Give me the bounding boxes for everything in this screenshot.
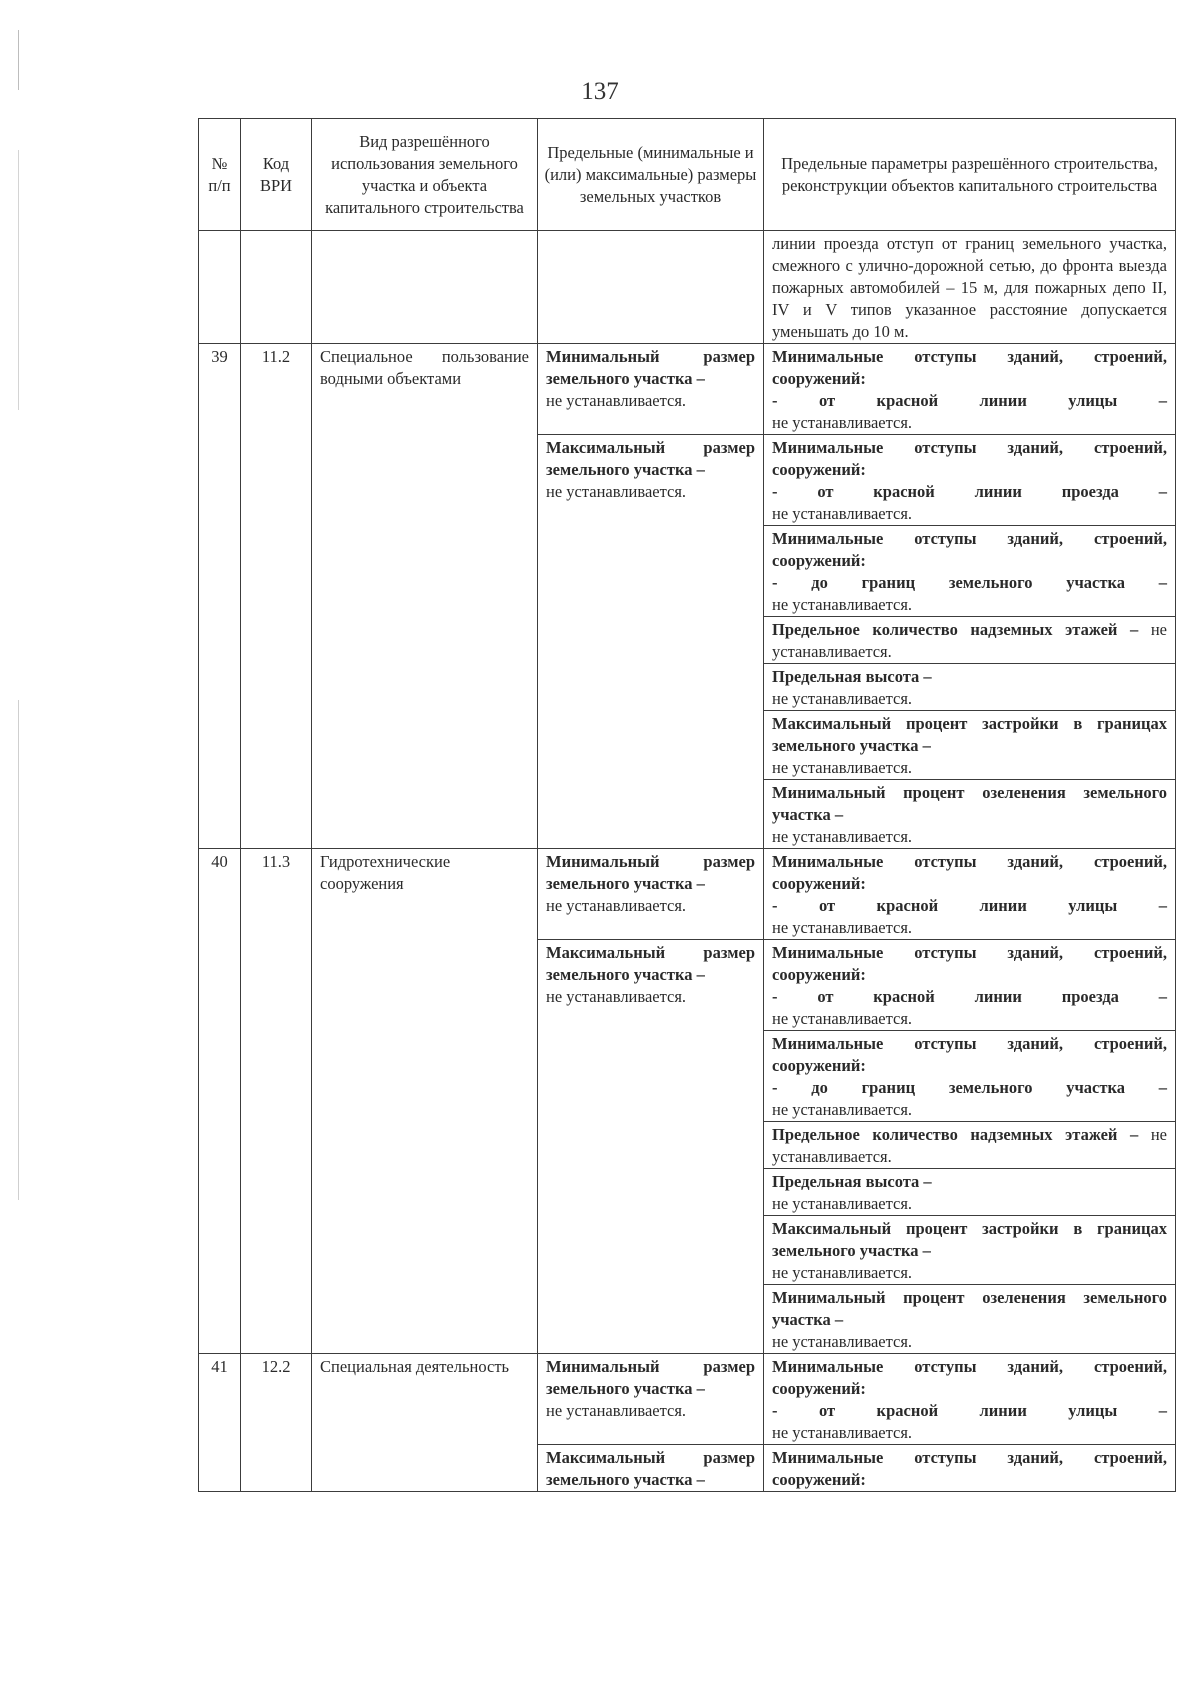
green-pct-value: не устанавливается.	[772, 827, 913, 846]
setback-drive: - от красной линии проезда –	[772, 482, 1167, 501]
row-code: 12.2	[241, 1354, 312, 1492]
setback-label: Минимальные отступы зданий, строений, сооружений:	[772, 438, 1167, 479]
green-pct-cell	[764, 1285, 1176, 1354]
floors-value: не устанавливается.	[772, 1125, 1167, 1166]
min-size-label: Минимальный размер земельного участка –	[546, 347, 755, 388]
min-size-value: не устанавливается.	[546, 896, 687, 915]
max-size-value: не устанавливается.	[546, 482, 687, 501]
min-size-cell	[538, 1354, 764, 1445]
row-vri-name: Специальное пользование водными объектами	[312, 344, 538, 849]
table-row	[199, 1354, 1176, 1445]
green-pct-label: Минимальный процент озеленения земельного участка –	[772, 783, 1167, 824]
row-vri-name: Гидротехнические сооружения	[312, 849, 538, 1354]
floors-label: Предельное количество надземных этажей –	[772, 620, 1139, 639]
header-code: Код ВРИ	[241, 119, 312, 231]
min-size-cell	[538, 344, 764, 435]
setback-street-cell	[764, 344, 1176, 435]
regulations-table	[198, 118, 1176, 1492]
header-params: Предельные параметры разрешённого строительства, реконструкции объектов капитального строительства	[764, 119, 1176, 231]
cell-empty	[199, 231, 241, 344]
build-pct-label: Максимальный процент застройки в границах земельного участка –	[772, 714, 1167, 755]
setback-border: - до границ земельного участка –	[772, 1078, 1167, 1097]
height-cell	[764, 1169, 1176, 1216]
setback-value: не устанавливается.	[772, 1423, 913, 1442]
max-size-label: Максимальный размер земельного участка –	[546, 438, 755, 479]
setback-drive: - от красной линии проезда –	[772, 987, 1167, 1006]
setback-value: не устанавливается.	[772, 1100, 913, 1119]
setback-street-cell	[764, 1354, 1176, 1445]
floors-value: не устанавливается.	[772, 620, 1167, 661]
setback-value: не устанавливается.	[772, 1009, 913, 1028]
table-header-row	[199, 119, 1176, 231]
setback-street: - от красной линии улицы –	[772, 391, 1167, 410]
setback-value: не устанавливается.	[772, 595, 913, 614]
max-size-label: Максимальный размер земельного участка –	[546, 1448, 755, 1489]
page-number: 137	[581, 78, 619, 105]
max-size-value: не устанавливается.	[546, 987, 687, 1006]
max-size-cell	[538, 940, 764, 1354]
setback-value: не устанавливается.	[772, 918, 913, 937]
min-size-cell	[538, 849, 764, 940]
header-vri: Вид разрешённого использования земельного участка и объекта капитального строительства	[312, 119, 538, 231]
row-number: 40	[199, 849, 241, 1354]
setback-value: не устанавливается.	[772, 413, 913, 432]
setback-label: Минимальные отступы зданий, строений, сооружений:	[772, 1034, 1167, 1075]
cell-empty	[312, 231, 538, 344]
setback-label: Минимальные отступы зданий, строений, сооружений:	[772, 347, 1167, 388]
build-pct-label: Максимальный процент застройки в границах земельного участка –	[772, 1219, 1167, 1260]
max-size-label: Максимальный размер земельного участка –	[546, 943, 755, 984]
height-value: не устанавливается.	[772, 689, 913, 708]
setback-label: Минимальные отступы зданий, строений, сооружений:	[772, 1357, 1167, 1398]
setback-drive-cell	[764, 940, 1176, 1031]
setback-label: Минимальные отступы зданий, строений, сооружений:	[772, 1448, 1167, 1489]
height-value: не устанавливается.	[772, 1194, 913, 1213]
build-pct-value: не устанавливается.	[772, 758, 913, 777]
setback-street: - от красной линии улицы –	[772, 896, 1167, 915]
setback-label: Минимальные отступы зданий, строений, сооружений:	[772, 529, 1167, 570]
table-row	[199, 344, 1176, 435]
setback-border-cell	[764, 526, 1176, 617]
build-pct-cell	[764, 711, 1176, 780]
setback-label: Минимальные отступы зданий, строений, сооружений:	[772, 852, 1167, 893]
setback-street: - от красной линии улицы –	[772, 1401, 1167, 1420]
setback-value: не устанавливается.	[772, 504, 913, 523]
green-pct-cell	[764, 780, 1176, 849]
build-pct-cell	[764, 1216, 1176, 1285]
height-label: Предельная высота –	[772, 667, 932, 686]
min-size-label: Минимальный размер земельного участка –	[546, 852, 755, 893]
setback-border-cell	[764, 1031, 1176, 1122]
setback-label: Минимальные отступы зданий, строений, сооружений:	[772, 943, 1167, 984]
cell-empty	[241, 231, 312, 344]
green-pct-label: Минимальный процент озеленения земельного участка –	[772, 1288, 1167, 1329]
header-num: № п/п	[199, 119, 241, 231]
max-size-cell	[538, 1445, 764, 1492]
scan-edge-mark	[18, 150, 19, 410]
row-vri-name: Специальная деятельность	[312, 1354, 538, 1492]
height-cell	[764, 664, 1176, 711]
setback-street-cell	[764, 849, 1176, 940]
min-size-value: не устанавливается.	[546, 1401, 687, 1420]
row-number: 39	[199, 344, 241, 849]
build-pct-value: не устанавливается.	[772, 1263, 913, 1282]
header-size: Предельные (минимальные и (или) максимальные) размеры земельных участков	[538, 119, 764, 231]
min-size-value: не устанавливается.	[546, 391, 687, 410]
setback-border: - до границ земельного участка –	[772, 573, 1167, 592]
table-row-continuation	[199, 231, 1176, 344]
floors-label: Предельное количество надземных этажей –	[772, 1125, 1139, 1144]
max-size-cell	[538, 435, 764, 849]
floors-cell	[764, 617, 1176, 664]
row-code: 11.3	[241, 849, 312, 1354]
height-label: Предельная высота –	[772, 1172, 932, 1191]
continuation-params: линии проезда отступ от границ земельного участка, смежного с улично-дорожной сетью, до фронта выезда пожарных автомобилей – 15 м, для пожарных депо II, IV и V типов указанное расстояние допускается уменьшать до 10 м.	[764, 231, 1176, 344]
scan-edge-mark	[18, 700, 19, 1200]
floors-cell	[764, 1122, 1176, 1169]
green-pct-value: не устанавливается.	[772, 1332, 913, 1351]
table-row	[199, 849, 1176, 940]
setback-cell-partial	[764, 1445, 1176, 1492]
cell-empty	[538, 231, 764, 344]
min-size-label: Минимальный размер земельного участка –	[546, 1357, 755, 1398]
row-number: 41	[199, 1354, 241, 1492]
row-code: 11.2	[241, 344, 312, 849]
setback-drive-cell	[764, 435, 1176, 526]
